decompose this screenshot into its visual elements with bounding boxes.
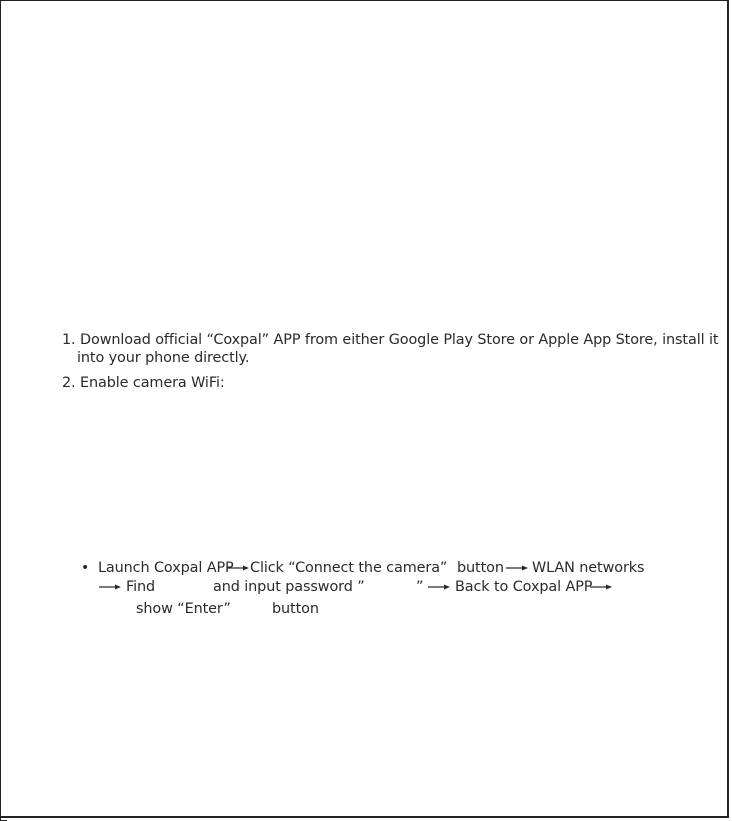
show-enter-text: show “Enter”	[136, 601, 231, 617]
right-arrow-icon	[428, 578, 450, 596]
closing-quote: ”	[416, 579, 424, 595]
launch-app-text: Launch Coxpal APP	[98, 560, 234, 576]
wlan-networks-text: WLAN networks	[532, 560, 645, 576]
step-1-continuation: into your phone directly.	[77, 350, 250, 366]
step-1-text: 1. Download official “Coxpal” APP from either Google Play Store or Apple App Store, install it	[62, 332, 719, 348]
find-text: Find	[126, 579, 156, 595]
connect-camera-text: Click “Connect the camera”	[250, 560, 448, 576]
right-arrow-icon	[227, 559, 249, 577]
step-2-text: 2. Enable camera WiFi:	[62, 375, 225, 391]
right-arrow-icon	[590, 578, 612, 596]
bullet-point: •	[81, 560, 90, 576]
back-to-app-text: Back to Coxpal APP	[455, 579, 593, 595]
right-arrow-icon	[99, 578, 121, 596]
right-arrow-icon	[506, 559, 528, 577]
button-word-2: button	[272, 601, 319, 617]
input-password-text: and input password ”	[213, 579, 365, 595]
button-word-1: button	[457, 560, 504, 576]
